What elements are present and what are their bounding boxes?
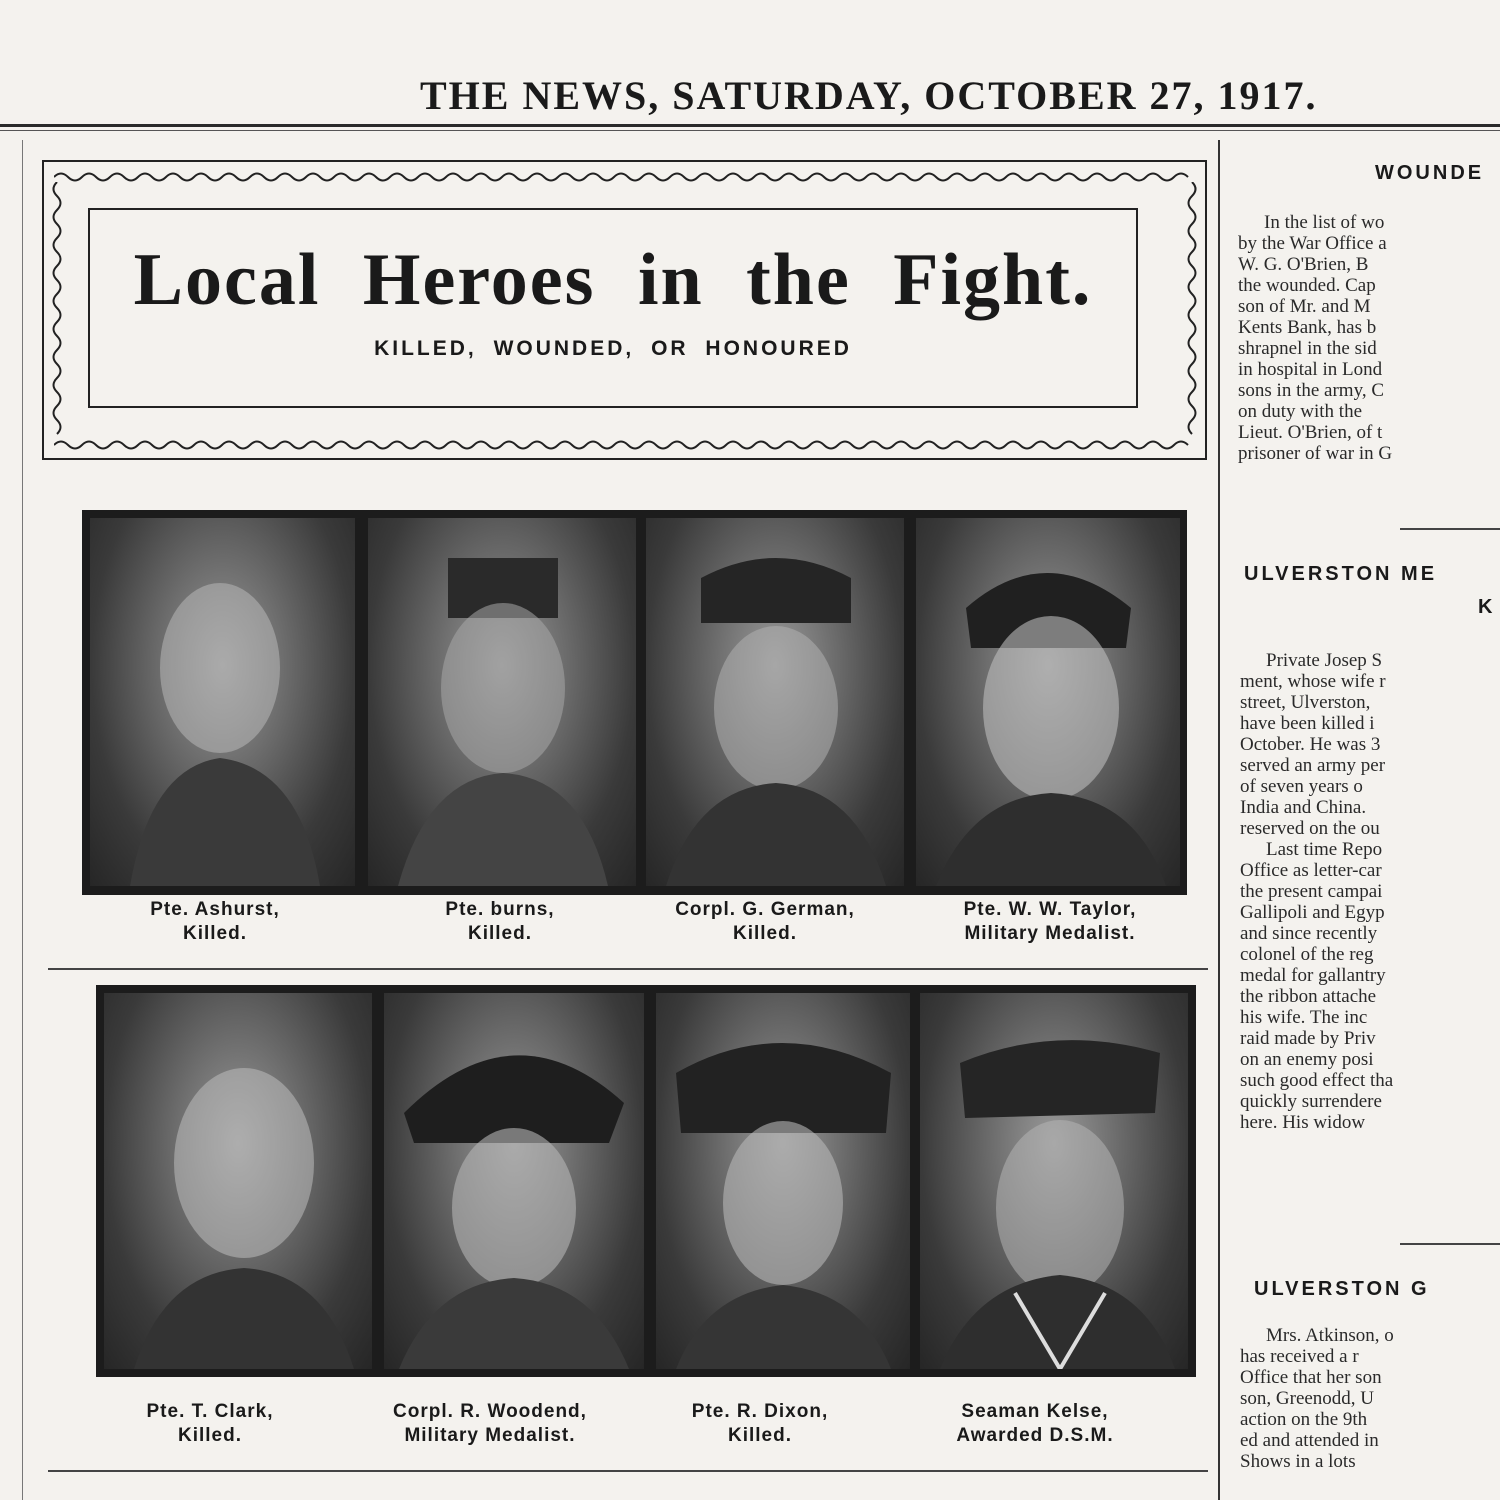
portrait-caption — [390, 898, 610, 946]
column-divider — [1218, 140, 1220, 1500]
right-column-article — [1240, 650, 1500, 1225]
article-line: have been killed i — [1240, 713, 1375, 734]
article-line: Private Josep S — [1266, 650, 1383, 671]
article-line: such good effect tha — [1240, 1070, 1394, 1091]
wavy-border-top — [54, 170, 1194, 184]
caption-name: Pte. T. Clark, — [146, 1401, 274, 1422]
article-line: In the list of wo — [1264, 212, 1385, 233]
article-line: Last time Repo — [1266, 839, 1383, 860]
portrait-caption — [912, 898, 1188, 946]
article-separator — [1400, 528, 1500, 530]
article-line: son of Mr. and M — [1238, 296, 1371, 317]
article-separator — [1400, 1243, 1500, 1245]
article-line: quickly surrendere — [1240, 1091, 1382, 1112]
caption-name: Pte. burns, — [445, 899, 555, 920]
article-line: Office as letter-car — [1240, 860, 1382, 881]
portrait-photo — [368, 518, 636, 886]
headline-box — [88, 208, 1138, 408]
wavy-border-right — [1185, 182, 1199, 437]
article-line: Mrs. Atkinson, o — [1266, 1325, 1394, 1346]
article-line: Shows in a lots — [1240, 1451, 1356, 1472]
article-line: Lieut. O'Brien, of t — [1238, 422, 1383, 443]
right-column-heading: WOUNDE — [1375, 162, 1485, 184]
portrait-photo — [646, 518, 904, 886]
article-line: by the War Office a — [1238, 233, 1387, 254]
caption-status: Military Medalist. — [404, 1425, 576, 1446]
caption-status: Military Medalist. — [964, 923, 1136, 944]
article-line: prisoner of war in G — [1238, 443, 1393, 464]
article-line: sons in the army, C — [1238, 380, 1385, 401]
article-line: has received a r — [1240, 1346, 1359, 1367]
article-line: action on the 9th — [1240, 1409, 1368, 1430]
portrait-caption — [100, 898, 330, 946]
caption-status: Killed. — [727, 1425, 792, 1446]
article-line: ed and attended in — [1240, 1430, 1379, 1451]
article-line: here. His widow — [1240, 1112, 1366, 1133]
right-column-heading: ULVERSTON G — [1254, 1278, 1430, 1300]
portrait-photo — [656, 993, 910, 1369]
article-line: the wounded. Cap — [1238, 275, 1376, 296]
caption-name: Corpl. R. Woodend, — [393, 1401, 587, 1422]
right-column-article — [1240, 1325, 1500, 1500]
portrait-photo — [90, 518, 355, 886]
article-line: Office that her son — [1240, 1367, 1382, 1388]
article-line: the ribbon attache — [1240, 986, 1377, 1007]
right-column-heading: ULVERSTON ME — [1244, 563, 1438, 585]
article-line: medal for gallantry — [1240, 965, 1386, 986]
article-line: of seven years o — [1240, 776, 1363, 797]
wavy-border-left — [50, 182, 64, 437]
row-separator — [48, 968, 1208, 970]
portrait-caption — [910, 1400, 1160, 1448]
article-line: on an enemy posi — [1240, 1049, 1374, 1070]
headline-title: Local Heroes in the Fight. — [133, 239, 1093, 321]
article-line: Gallipoli and Egyp — [1240, 902, 1385, 923]
article-line: served an army per — [1240, 755, 1386, 776]
article-line: colonel of the reg — [1240, 944, 1374, 965]
article-line: shrapnel in the sid — [1238, 338, 1377, 359]
article-line: his wife. The inc — [1240, 1007, 1368, 1028]
caption-status: Killed. — [732, 923, 797, 944]
article-line: reserved on the ou — [1240, 818, 1380, 839]
article-line: ment, whose wife r — [1240, 671, 1386, 692]
article-line: street, Ulverston, — [1240, 692, 1371, 713]
portrait-photo — [104, 993, 372, 1369]
article-line: on duty with the — [1238, 401, 1363, 422]
portrait-caption — [655, 1400, 865, 1448]
caption-name: Pte. R. Dixon, — [691, 1401, 829, 1422]
article-line: W. G. O'Brien, B — [1238, 254, 1369, 275]
portrait-photo — [916, 518, 1180, 886]
row-separator — [48, 1470, 1208, 1472]
portrait-caption — [100, 1400, 320, 1448]
caption-name: Pte. Ashurst, — [150, 899, 280, 920]
masthead-rule-thin — [0, 130, 1500, 131]
article-line: son, Greenodd, U — [1240, 1388, 1375, 1409]
caption-status: Killed. — [177, 1425, 242, 1446]
headline-subtitle: KILLED, WOUNDED, OR HONOURED — [374, 337, 852, 360]
caption-status: Killed. — [182, 923, 247, 944]
article-line: in hospital in Lond — [1238, 359, 1383, 380]
right-column-article — [1238, 212, 1500, 512]
caption-status: Awarded D.S.M. — [956, 1425, 1114, 1446]
portrait-photo — [384, 993, 644, 1369]
article-line: India and China. — [1240, 797, 1367, 818]
caption-name: Seaman Kelse, — [961, 1401, 1109, 1422]
right-column-heading: K — [1478, 596, 1496, 618]
masthead-rule — [0, 124, 1500, 127]
caption-name: Corpl. G. German, — [675, 899, 855, 920]
article-line: October. He was 3 — [1240, 734, 1381, 755]
article-line: the present campai — [1240, 881, 1383, 902]
caption-name: Pte. W. W. Taylor, — [963, 899, 1137, 920]
portrait-caption — [630, 898, 900, 946]
portrait-caption — [340, 1400, 640, 1448]
article-line: raid made by Priv — [1240, 1028, 1376, 1049]
left-column-border — [22, 140, 23, 1500]
wavy-border-bottom — [54, 438, 1194, 452]
article-line: Kents Bank, has b — [1238, 317, 1377, 338]
article-line: and since recently — [1240, 923, 1378, 944]
masthead: THE NEWS, SATURDAY, OCTOBER 27, 1917. — [420, 73, 1318, 118]
portrait-photo — [920, 993, 1188, 1369]
caption-status: Killed. — [467, 923, 532, 944]
